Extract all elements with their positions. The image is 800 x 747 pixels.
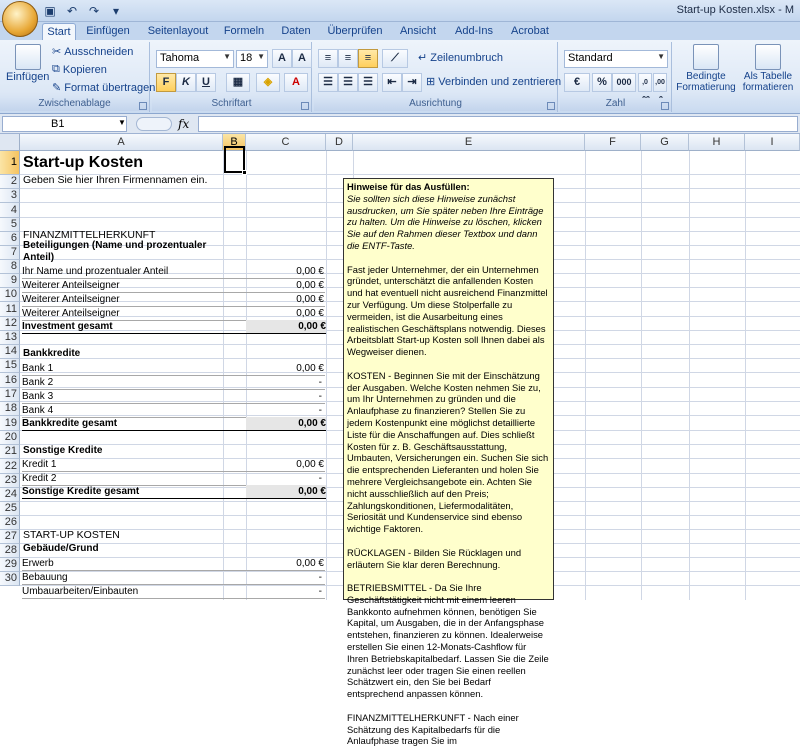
row-header[interactable]: 1 (0, 151, 20, 175)
tab-start[interactable]: Start (42, 23, 76, 40)
chevron-down-icon[interactable]: ▼ (118, 118, 126, 127)
alignment-group (314, 42, 562, 112)
row-header[interactable]: 23 (0, 474, 20, 488)
customize-qat-icon[interactable]: ▾ (112, 4, 120, 18)
row-header[interactable]: 20 (0, 431, 20, 445)
office-button[interactable] (2, 1, 38, 37)
conditional-formatting-button[interactable]: Bedingte Formatierung (676, 44, 736, 93)
decrease-decimal-button[interactable]: ,00 (653, 73, 667, 92)
building-value[interactable]: - (318, 586, 322, 597)
row-header[interactable]: 16 (0, 373, 20, 388)
hints-paragraph: FINANZMITTELHERKUNFT - Nach einer Schätzung des Kapitalbedarfs für die Anlaufphase tragen Sie im (347, 711, 519, 747)
styles-group (674, 42, 800, 112)
copy-button[interactable]: ⧉ Kopieren (52, 63, 107, 76)
decrease-indent-button[interactable]: ⇤ (382, 73, 402, 92)
align-top-button[interactable]: ≡ (318, 49, 338, 68)
row-header[interactable]: 2 (0, 175, 20, 189)
alignment-launcher[interactable] (547, 102, 555, 110)
row-header[interactable]: 15 (0, 359, 20, 373)
merge-center-button[interactable]: ⊞ Verbinden und zentrieren (426, 75, 572, 88)
thousands-button[interactable]: 000 (612, 73, 636, 92)
merge-icon: ⊞ (426, 76, 436, 88)
clipboard-label: Zwischenablage (0, 98, 149, 111)
hints-paragraph: BETRIEBSMITTEL - Da Sie Ihre Geschäftstätigkeit nicht mit einem leeren Bankkonto aufnehmen können, benötigen Sie Kapital, um Ausgaben, die in der Anfangsphase entstehen, finanzieren zu können. Idealerweise erstellen Sie einen 12-Monats-Cashflow für Ihren Betriebskapitalbedarf. Lassen Sie die Zeile zunächst leer oder tragen Sie einen reellen Schätzwert ein, den Sie bei Bedarf entsprechend anpassen können. (347, 582, 549, 700)
equity-value[interactable]: 0,00 € (296, 294, 324, 305)
row-header[interactable]: 8 (0, 260, 20, 274)
window-title: Start-up Kosten.xlsx - M (676, 4, 794, 16)
row-header[interactable]: 11 (0, 302, 20, 317)
row-header[interactable]: 24 (0, 488, 20, 502)
format-painter-button[interactable]: ✎ Format übertragen (52, 81, 156, 94)
alignment-label: Ausrichtung (314, 98, 557, 111)
borders-button[interactable] (226, 73, 250, 92)
formula-bar-splitter[interactable] (136, 117, 172, 131)
redo-icon[interactable]: ↷ (88, 4, 100, 18)
equity-row[interactable]: Weiterer Anteilseigner (22, 293, 325, 307)
row-header[interactable]: 21 (0, 445, 20, 459)
building-value[interactable]: 0,00 € (296, 558, 324, 569)
other-loan-value[interactable]: 0,00 € (296, 459, 324, 470)
row-header[interactable]: 29 (0, 558, 20, 572)
name-box[interactable]: B1 (2, 116, 127, 132)
hints-paragraph: KOSTEN - Beginnen Sie mit der Einschätzung der Ausgaben. Welche Kosten nehmen Sie zu, um Ihr Unternehmen zu gründen und die Anlaufphase zu finanzieren? Stellen Sie zu jedem Kostenpunkt eine möglichst detaillierte Liste für die Anschaffungen auf. Dies schließt Kosten für z. B. Geschäftsausstattung, Umbauten, Versicherungen ein. Suchen Sie sich die entsprechenden Lieferanten und holen Sie mehrere Vergleichsangebote ein. Achten Sie nicht ausschließlich auf den Preis; Zahlungskonditionen, Liefermodalitäten, Seriosität und Kundenservice sind ebenso wichtige Faktoren. (347, 369, 549, 535)
gridline (745, 151, 746, 600)
column-header-i[interactable]: I (745, 134, 800, 151)
table-icon (755, 44, 781, 70)
italic-button[interactable]: K (176, 73, 196, 92)
bank-row[interactable]: Bank 1 (22, 362, 325, 376)
column-header-e[interactable]: E (353, 134, 585, 151)
row-header[interactable]: 5 (0, 218, 20, 232)
other-loans-total-label[interactable]: Sonstige Kredite gesamt (22, 485, 246, 499)
tab-daten[interactable]: Daten (281, 25, 311, 37)
equity-value[interactable]: 0,00 € (296, 280, 324, 291)
row-header[interactable]: 19 (0, 416, 20, 431)
row-header[interactable]: 30 (0, 572, 20, 586)
increase-indent-button[interactable]: ⇥ (402, 73, 422, 92)
font-group (152, 42, 312, 112)
cut-button[interactable]: ✂ Ausschneiden (52, 45, 134, 58)
building-header: Gebäude/Grund (23, 543, 99, 554)
align-bottom-button[interactable]: ≡ (358, 49, 378, 68)
quick-access-toolbar (42, 3, 124, 19)
formula-bar (0, 114, 800, 134)
format-as-table-button[interactable]: Als Tabelle formatieren (738, 44, 798, 93)
investment-total-label[interactable]: Investment gesamt (22, 320, 246, 334)
font-size-select[interactable]: 18 ▼ (236, 50, 268, 68)
investment-total-value[interactable]: 0,00 € (246, 320, 326, 334)
border-icon: ▦ (232, 76, 244, 88)
tab-ueberpruefen[interactable]: Überprüfen (327, 25, 383, 37)
insert-function-button[interactable]: fx (178, 117, 190, 131)
number-launcher[interactable] (661, 102, 669, 110)
row-header[interactable]: 7 (0, 246, 20, 260)
section-financing-source: FINANZMITTELHERKUNFT (23, 229, 156, 241)
paste-button[interactable]: Einfügen (6, 44, 49, 83)
bank-total-value[interactable]: 0,00 € (246, 417, 326, 431)
column-header-h[interactable]: H (689, 134, 745, 151)
hints-intro: Sie sollten sich diese Hinweise zunächst ausdrucken, um Sie später neben Ihre Einträge zu halten. Um die Hinweise zu löschen, klicken Sie auf den Rahmen dieser Textbox und dann die ENTF-Taste. (347, 192, 544, 251)
percent-button[interactable]: % (592, 73, 612, 92)
wrap-icon: ↵ (418, 52, 428, 64)
wrap-text-button[interactable]: ↵ Zeilenumbruch (418, 51, 503, 64)
hints-paragraph: Fast jeder Unternehmer, der ein Unternehmen gründet, unterschätzt die anfallenden Kosten und hat eventuell nicht ausreichend Finanzmittel zur Verfügung. Um diese Stolperfalle zu vermeiden, ist die Ausarbeitung eines realistischen Geschäftsplans notwendig. Dieses Arbeitsblatt Start-up Kosten soll Ihnen dabei als Wegweiser dienen. (347, 263, 548, 358)
row-header[interactable]: 22 (0, 459, 20, 474)
orientation-button[interactable]: ⟋ (382, 49, 408, 68)
shrink-font-button[interactable]: A (292, 49, 312, 68)
building-row[interactable]: Erwerb (22, 557, 325, 571)
paste-icon (15, 44, 41, 70)
building-row[interactable]: Umbauarbeiten/Einbauten (22, 585, 325, 599)
sheet-title[interactable]: Start-up Kosten (23, 154, 143, 171)
bank-value[interactable]: - (318, 377, 322, 388)
increase-decimal-button[interactable]: ,0 (638, 73, 652, 92)
other-loans-total-value[interactable]: 0,00 € (246, 485, 326, 499)
conditional-formatting-icon (693, 44, 719, 70)
tab-einfuegen[interactable]: Einfügen (86, 25, 130, 37)
save-icon[interactable]: ▣ (44, 4, 56, 18)
chevron-down-icon: ▼ (223, 52, 231, 61)
chevron-down-icon: ▼ (657, 52, 665, 61)
font-launcher[interactable] (301, 102, 309, 110)
row-header[interactable]: 10 (0, 288, 20, 302)
select-all-corner[interactable] (0, 134, 20, 151)
currency-button[interactable]: € (564, 73, 590, 92)
bank-row[interactable]: Bank 2 (22, 376, 325, 390)
undo-icon[interactable]: ↶ (66, 4, 78, 18)
tab-add-ins[interactable]: Add-Ins (455, 25, 493, 37)
number-format-select[interactable]: Standard ▼ (564, 50, 668, 68)
gridline (689, 151, 690, 600)
building-row[interactable]: Bebauung (22, 571, 325, 585)
number-group (560, 42, 672, 112)
brush-icon: ✎ (52, 82, 62, 94)
number-label: Zahl (560, 98, 671, 111)
equity-row[interactable]: Weiterer Anteilseigner (22, 307, 325, 321)
active-cell-b1[interactable] (224, 146, 245, 173)
equity-value[interactable]: 0,00 € (296, 308, 324, 319)
chevron-down-icon: ▼ (257, 52, 265, 61)
other-loans-header: Sonstige Kredite (23, 445, 103, 456)
equity-row[interactable]: Weiterer Anteilseigner (22, 279, 325, 293)
row-header[interactable]: 14 (0, 345, 20, 359)
align-left-button[interactable]: ☰ (318, 73, 338, 92)
hints-paragraph: RÜCKLAGEN - Bilden Sie Rücklagen und erläutern Sie klar deren Berechnung. (347, 546, 522, 570)
column-header-b[interactable]: B (223, 134, 246, 151)
scissors-icon: ✂ (52, 46, 62, 58)
row-header[interactable]: 17 (0, 388, 20, 402)
row-header[interactable]: 27 (0, 530, 20, 544)
column-header-a[interactable]: A (20, 134, 223, 151)
paint-bucket-icon: ◈ (263, 76, 273, 88)
bank-row[interactable]: Bank 4 (22, 404, 325, 418)
ribbon-tabs (0, 22, 800, 40)
equity-row[interactable]: Ihr Name und prozentualer Anteil (22, 265, 325, 279)
building-value[interactable]: - (318, 572, 322, 583)
bank-total-label[interactable]: Bankkredite gesamt (22, 417, 246, 431)
column-header-c[interactable]: C (246, 134, 326, 151)
gridline (326, 151, 327, 600)
fill-handle[interactable] (242, 170, 247, 175)
row-header[interactable]: 28 (0, 544, 20, 558)
title-bar (0, 0, 800, 22)
grow-font-button[interactable]: A (272, 49, 292, 68)
column-header-f[interactable]: F (585, 134, 641, 151)
other-loan-row[interactable]: Kredit 2 (22, 472, 325, 486)
gridline (585, 151, 586, 600)
row-header[interactable]: 12 (0, 317, 20, 331)
row-header[interactable]: 26 (0, 516, 20, 530)
clipboard-launcher[interactable] (139, 102, 147, 110)
other-loan-row[interactable]: Kredit 1 (22, 458, 325, 472)
other-loan-value[interactable]: - (318, 473, 322, 484)
align-middle-button[interactable]: ≡ (338, 49, 358, 68)
align-right-button[interactable]: ☰ (358, 73, 378, 92)
bank-loans-header: Bankkredite (23, 348, 81, 359)
fill-color-button[interactable] (256, 73, 280, 92)
company-name-prompt[interactable]: Geben Sie hier Ihren Firmennamen ein. (23, 174, 208, 186)
hints-title: Hinweise für das Ausfüllen: (347, 181, 470, 192)
gridline (641, 151, 642, 600)
bank-value[interactable]: - (318, 391, 322, 402)
row-header[interactable]: 13 (0, 331, 20, 345)
bold-button[interactable]: F (156, 73, 176, 92)
equity-header: Beteiligungen (Name und prozentualer Anteil) (23, 240, 207, 263)
row-header[interactable]: 4 (0, 203, 20, 218)
tab-seitenlayout[interactable]: Seitenlayout (147, 25, 209, 37)
row-header[interactable]: 25 (0, 502, 20, 516)
formula-input[interactable] (198, 116, 798, 132)
tab-formeln[interactable]: Formeln (223, 25, 265, 37)
hints-textbox[interactable] (343, 178, 554, 747)
copy-icon: ⧉ (52, 63, 60, 75)
underline-button[interactable]: U (196, 73, 216, 92)
font-color-button[interactable] (284, 73, 308, 92)
font-label: Schriftart (152, 98, 311, 111)
font-name-select[interactable]: Tahoma ▼ (156, 50, 234, 68)
row-header[interactable]: 9 (0, 274, 20, 288)
section-startup-costs: START-UP KOSTEN (23, 529, 120, 541)
bank-value[interactable]: - (318, 405, 322, 416)
row-header[interactable]: 6 (0, 232, 20, 246)
row-header[interactable]: 3 (0, 189, 20, 203)
column-header-d[interactable]: D (326, 134, 353, 151)
bank-value[interactable]: 0,00 € (296, 363, 324, 374)
bank-row[interactable]: Bank 3 (22, 390, 325, 404)
clipboard-group (0, 42, 156, 112)
column-header-g[interactable]: G (641, 134, 689, 151)
font-color-icon: A (292, 76, 300, 88)
ribbon (0, 40, 800, 114)
equity-value[interactable]: 0,00 € (296, 266, 324, 277)
align-center-button[interactable]: ☰ (338, 73, 358, 92)
tab-ansicht[interactable]: Ansicht (399, 25, 437, 37)
row-header[interactable]: 18 (0, 402, 20, 416)
tab-acrobat[interactable]: Acrobat (511, 25, 549, 37)
